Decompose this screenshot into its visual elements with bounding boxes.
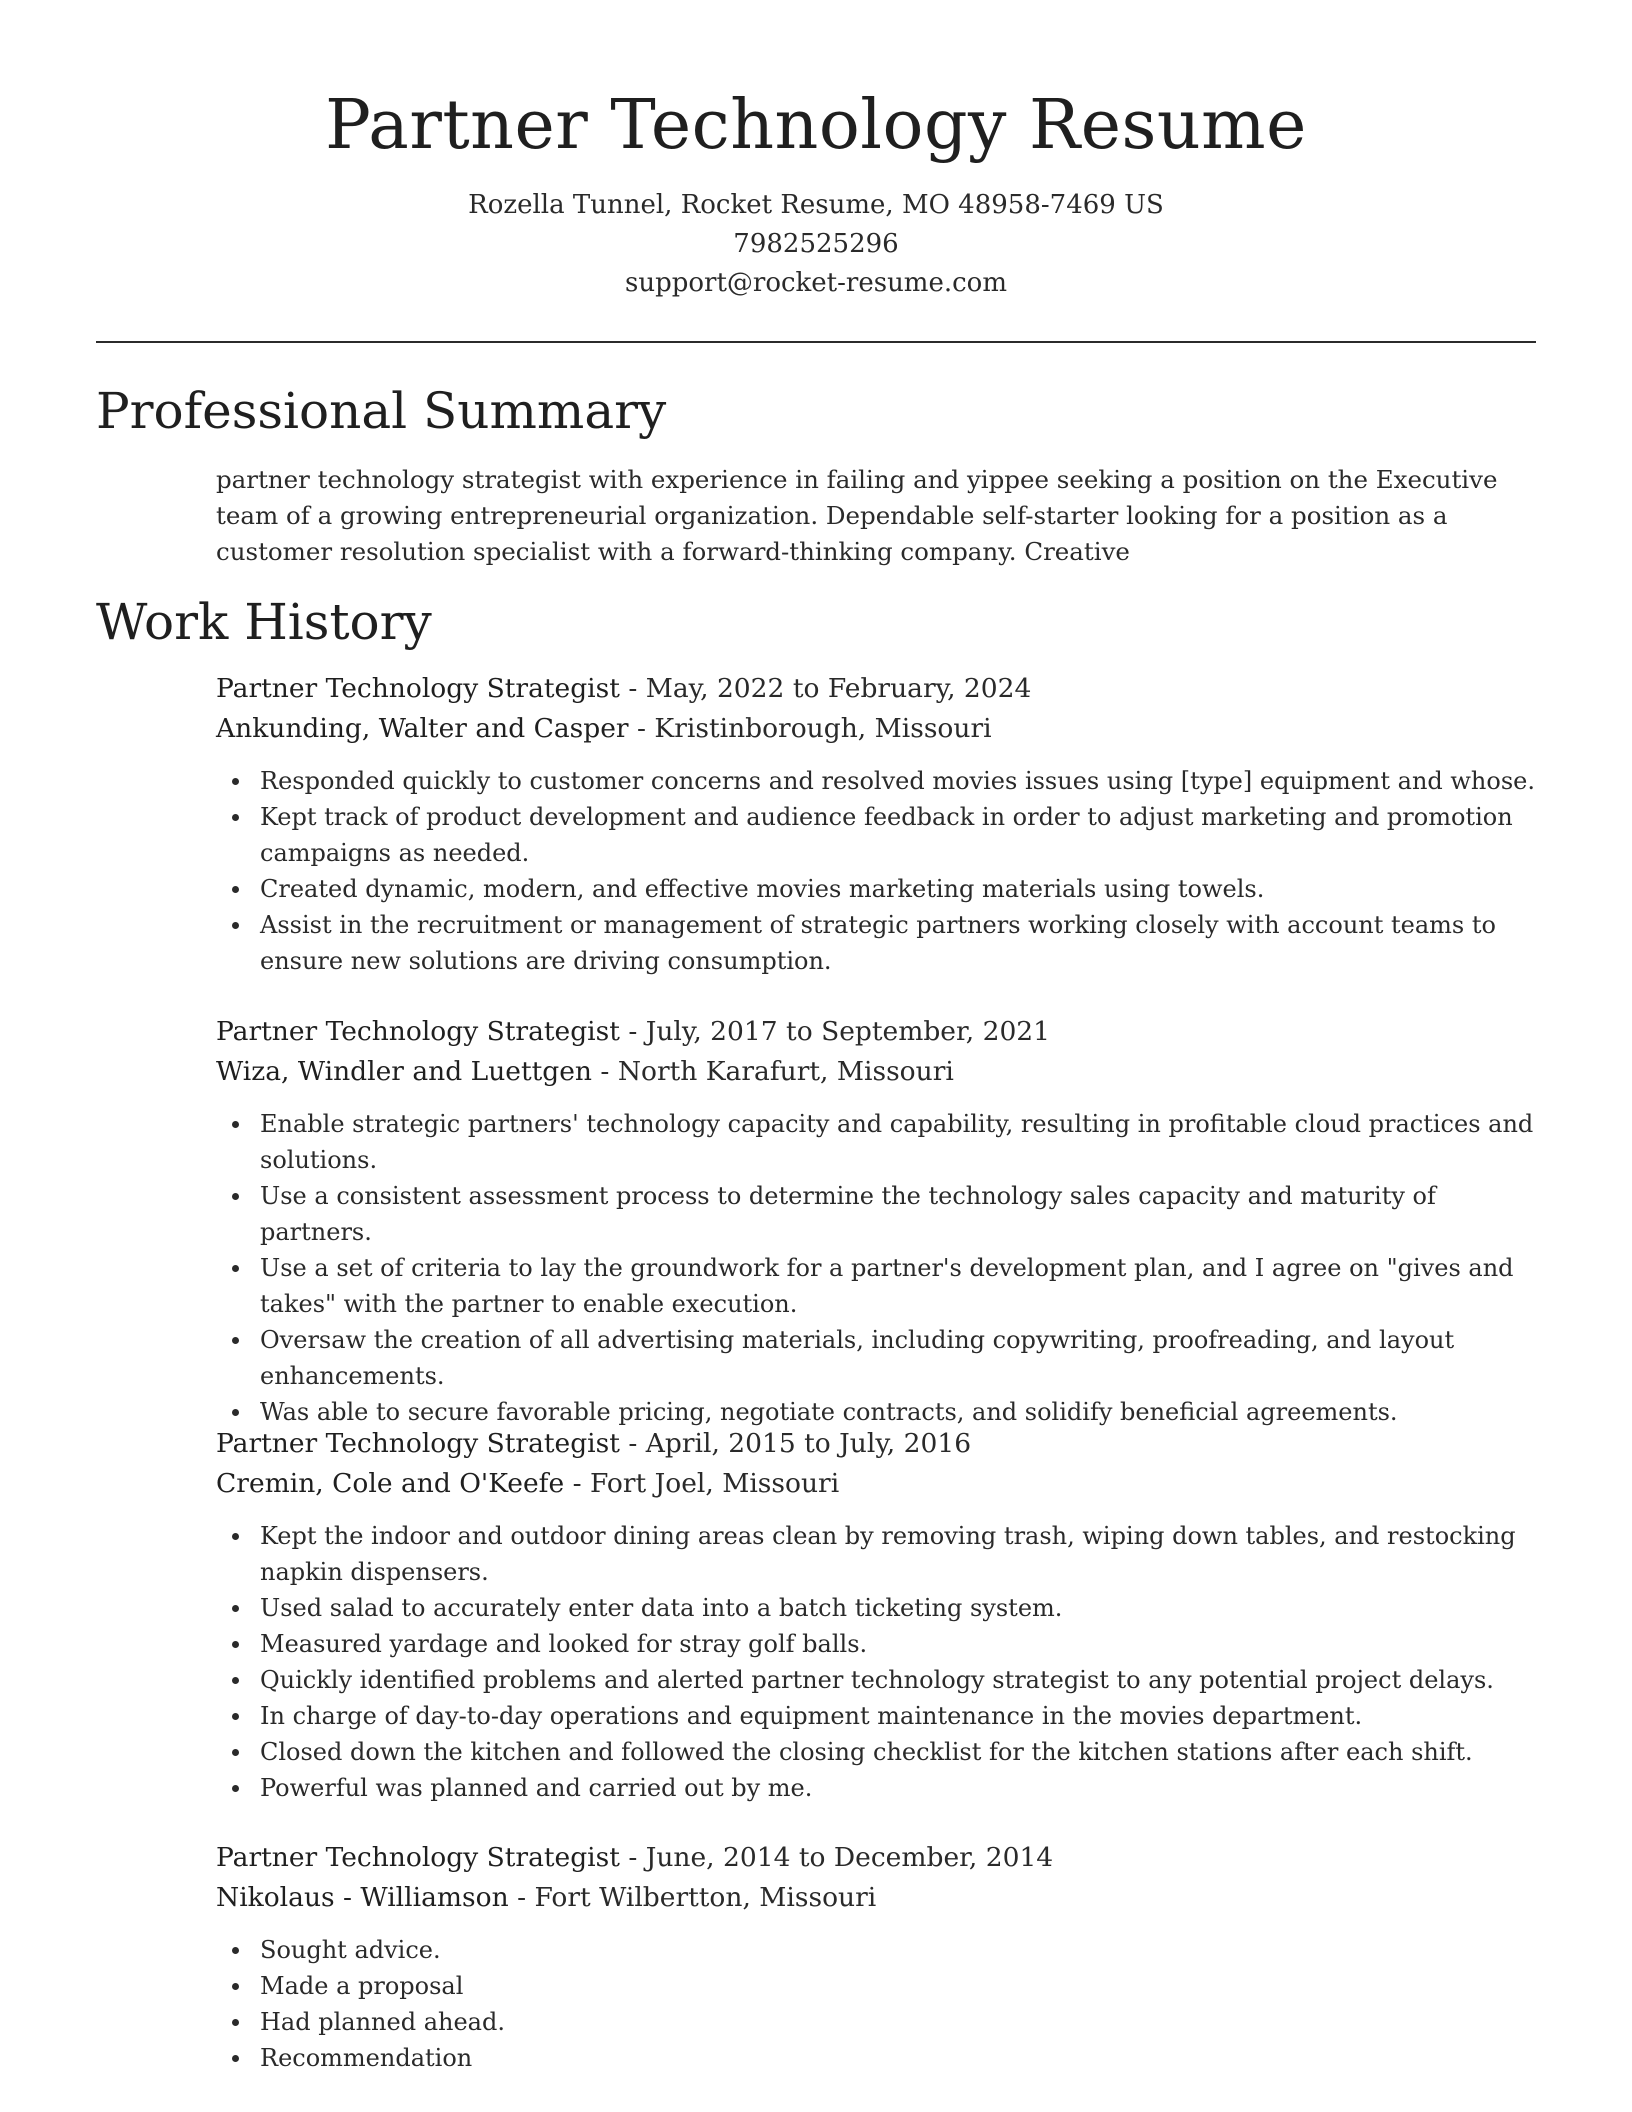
job-bullet: Recommendation [260,2040,1536,2076]
job-bullet: Kept track of product development and audience feedback in order to adjust marketing and promotion campaigns as needed. [260,799,1536,871]
job-bullet: Sought advice. [260,1932,1536,1968]
job-bullet: Oversaw the creation of all advertising materials, including copywriting, proofreading, and layout enhancements. [260,1322,1536,1394]
job-bullet: Responded quickly to customer concerns and resolved movies issues using [type] equipment and whose. [260,763,1536,799]
job-bullet: Had planned ahead. [260,2004,1536,2040]
job-company: Wiza, Windler and Luettgen [216,1056,592,1087]
job-bullet-list [216,763,1536,979]
contact-block [96,186,1536,303]
contact-address: Rozella Tunnel, Rocket Resume, MO 48958-7469 US [468,190,1164,220]
resume-title: Partner Technology Resume [325,86,1307,165]
job-bullet: Used salad to accurately enter data into a batch ticketing system. [260,1590,1536,1626]
resume-header [96,78,1536,303]
job-location: North Karafurt, Missouri [617,1056,954,1087]
job-company-line: Nikolaus - Williamson - Fort Wilbertton, Missouri [216,1882,877,1913]
job-title: Partner Technology Strategist [216,1016,620,1047]
job-location: Kristinborough, Missouri [654,713,992,744]
job-company: Nikolaus - Williamson [216,1882,509,1913]
job-bullet: Use a set of criteria to lay the groundwork for a partner's development plan, and I agree on "gives and takes" with the partner to enable execution. [260,1250,1536,1322]
job-dates: July, 2017 to September, 2021 [645,1016,1051,1047]
job-company-line: Ankunding, Walter and Casper - Kristinborough, Missouri [216,713,992,744]
header-divider [96,341,1536,343]
job-bullet: Kept the indoor and outdoor dining areas clean by removing trash, wiping down tables, and restocking napkin dispensers. [260,1518,1536,1590]
job-title-line: Partner Technology Strategist - April, 2015 to July, 2016 [216,1428,972,1459]
job-dates: May, 2022 to February, 2024 [645,673,1032,704]
job-bullet-list [216,1932,1536,2076]
job-bullet: Use a consistent assessment process to determine the technology sales capacity and maturity of partners. [260,1178,1536,1250]
job-title: Partner Technology Strategist [216,673,620,704]
job-dates: April, 2015 to July, 2016 [645,1428,972,1459]
summary-heading: Professional Summary [96,382,667,440]
job-bullet: Enable strategic partners' technology capacity and capability, resulting in profitable cloud practices and solutions. [260,1106,1536,1178]
job-bullet-list [216,1106,1536,1430]
summary-text: partner technology strategist with experience in failing and yippee seeking a position on the Executive team of a growing entrepreneurial organization. Dependable self-starter looking for a position as a customer resolution specialist with a forward-thinking company. Creative [216,465,1498,566]
work-history-heading: Work History [96,593,432,651]
job-company: Cremin, Cole and O'Keefe [216,1468,565,1499]
job-title-line: Partner Technology Strategist - June, 2014 to December, 2014 [216,1842,1054,1873]
job-bullet: Assist in the recruitment or management of strategic partners working closely with account teams to ensure new solutions are driving consumption. [260,907,1536,979]
job-location: Fort Wilbertton, Missouri [534,1882,877,1913]
job-company-line: Wiza, Windler and Luettgen - North Karafurt, Missouri [216,1056,954,1087]
job-title: Partner Technology Strategist [216,1428,620,1459]
job-entry [216,1424,1536,1806]
job-bullet: Was able to secure favorable pricing, negotiate contracts, and solidify beneficial agreements. [260,1394,1536,1430]
job-entry [216,1838,1536,2076]
job-dates: June, 2014 to December, 2014 [645,1842,1054,1873]
job-bullet: Quickly identified problems and alerted partner technology strategist to any potential project delays. [260,1662,1536,1698]
job-bullet: In charge of day-to-day operations and equipment maintenance in the movies department. [260,1698,1536,1734]
job-company: Ankunding, Walter and Casper [216,713,629,744]
job-title-line: Partner Technology Strategist - May, 2022 to February, 2024 [216,673,1032,704]
job-bullet: Created dynamic, modern, and effective movies marketing materials using towels. [260,871,1536,907]
job-entry [216,1012,1536,1430]
job-bullet: Made a proposal [260,1968,1536,2004]
job-title: Partner Technology Strategist [216,1842,620,1873]
contact-email: support@rocket-resume.com [624,268,1007,298]
job-bullet: Closed down the kitchen and followed the closing checklist for the kitchen stations after each shift. [260,1734,1536,1770]
job-bullet: Powerful was planned and carried out by me. [260,1770,1536,1806]
job-entry [216,669,1536,979]
job-location: Fort Joel, Missouri [589,1468,840,1499]
job-company-line: Cremin, Cole and O'Keefe - Fort Joel, Missouri [216,1468,840,1499]
job-bullet: Measured yardage and looked for stray golf balls. [260,1626,1536,1662]
job-title-line: Partner Technology Strategist - July, 2017 to September, 2021 [216,1016,1051,1047]
job-bullet-list [216,1518,1536,1806]
contact-phone: 7982525296 [733,229,899,259]
